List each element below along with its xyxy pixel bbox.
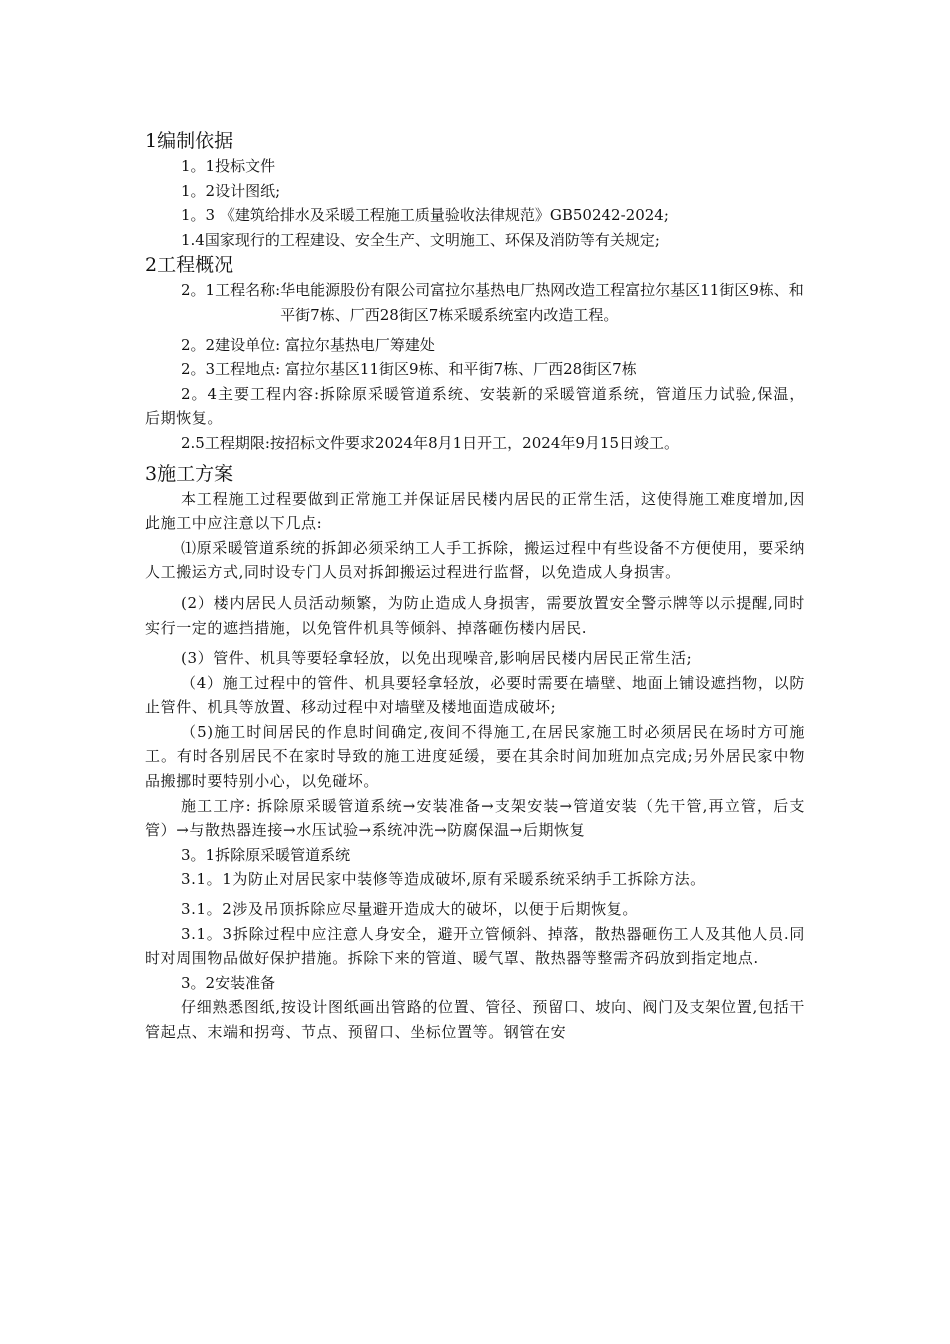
project-name-label: 2。1工程名称: [181, 281, 281, 300]
section-1-item: 1。2设计图纸; [181, 181, 281, 200]
construction-unit: 2。2建设单位: 富拉尔基热电厂筹建处 [181, 335, 435, 354]
section-1-item: 1。1投标文件 [181, 157, 276, 175]
construction-procedure: 施工工序: 拆除原采暖管道系统→安装准备→支架安装→管道安装（先干管,再立管，后支管）→与散热器连接→水压试验→系统冲洗→防腐保温→后期恢复 [145, 796, 805, 840]
project-name-value: 华电能源股份有限公司富拉尔基热电厂热网改造工程富拉尔基区11街区9栋、和平街7栋、厂西28街区7栋采暖系统室内改造工程。 [280, 281, 804, 324]
precaution-item: (3）管件、机具等要轻拿轻放，以免出现噪音,影响居民楼内居民正常生活; [181, 649, 693, 668]
precaution-item: ⑴原采暖管道系统的拆卸必须采纳工人手工拆除，搬运过程中有些设备不方便使用，要采纳人工搬运方式,同时设专门人员对拆卸搬运过程进行监督，以免造成人身损害。 [145, 538, 806, 582]
subsection-3-1-item: 3.1。3拆除过程中应注意人身安全，避开立管倾斜、掉落，散热器砸伤工人及其他人员.同时对周围物品做好保护措施。拆除下来的管道、暖气罩、散热器等整需齐码放到指定地点. [145, 924, 805, 968]
section-1-item: 1.4国家现行的工程建设、安全生产、文明施工、环保及消防等有关规定; [181, 230, 660, 249]
subsection-3-1-item: 3.1。2涉及吊顶拆除应尽量避开造成大的破坏，以便于后期恢复。 [181, 900, 639, 919]
project-name-row [145, 278, 805, 327]
section-1-heading: 1编制依据 [145, 130, 234, 152]
section-3-intro: 本工程施工过程要做到正常施工并保证居民楼内居民的正常生活，这使得施工难度增加,因此施工中应注意以下几点: [145, 489, 805, 533]
section-2-heading: 2工程概况 [145, 254, 234, 277]
precaution-item: (2）楼内居民人员活动频繁，为防止造成人身损害，需要放置安全警示牌等以示提醒,同时实行一定的遮挡措施，以免管件机具等倾斜、掉落砸伤楼内居民. [145, 593, 805, 637]
project-period-label: 2.5工程期限: [181, 433, 270, 452]
section-1-item: 1。3 《建筑给排水及采暖工程施工质量验收法律规范》GB50242-2024; [181, 206, 669, 225]
subsection-3-2-text: 仔细熟悉图纸,按设计图纸画出管路的位置、管径、预留口、坡向、阀门及支架位置,包括干管起点、末端和拐弯、节点、预留口、坐标位置等。钢管在安 [145, 998, 805, 1041]
section-3-heading: 3施工方案 [145, 462, 234, 485]
project-period-value: 按招标文件要求2024年8月1日开工，2024年9月15日竣工。 [269, 433, 679, 452]
subsection-3-2-heading: 3。2安装准备 [181, 973, 276, 992]
subsection-3-1-item: 3.1。1为防止对居民家中装修等造成破坏,原有采暖系统采纳手工拆除方法。 [181, 870, 706, 889]
main-work-content: 2。4主要工程内容:拆除原采暖管道系统、安装新的采暖管道系统，管道压力试验,保温，后期恢复。 [145, 384, 805, 428]
project-location: 2。3工程地点: 富拉尔基区11街区9栋、和平街7栋、厂西28街区7栋 [181, 360, 637, 379]
project-period-row [145, 431, 805, 456]
precaution-item: （5)施工时间居民的作息时间确定,夜间不得施工,在居民家施工时必须居民在场时方可施工。有时各别居民不在家时导致的施工进度延缓，要在其余时间加班加点完成;另外居民家中物品搬挪时要特别小心，以免碰坏。 [145, 722, 805, 791]
precaution-item: （4）施工过程中的管件、机具要轻拿轻放，必要时需要在墙壁、地面上铺设遮挡物，以防止管件、机具等放置、移动过程中对墙壁及楼地面造成破坏; [145, 673, 805, 717]
subsection-3-1-heading: 3。1拆除原采暖管道系统 [181, 845, 351, 864]
document-page [145, 128, 805, 1045]
